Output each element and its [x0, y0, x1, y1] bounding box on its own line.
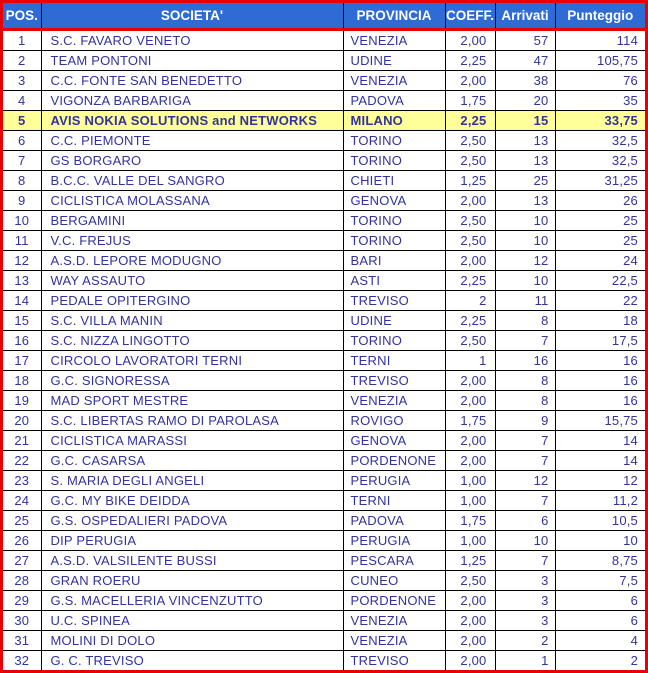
pos-cell: 3 [3, 70, 41, 90]
coeff-cell: 2,50 [445, 150, 495, 170]
table-row [3, 190, 645, 210]
coeff-cell: 2,25 [445, 310, 495, 330]
coeff-cell: 1,75 [445, 510, 495, 530]
punteggio-cell: 2 [555, 650, 645, 670]
arrivati-cell: 57 [495, 29, 555, 50]
pos-cell: 17 [3, 350, 41, 370]
punteggio-cell: 26 [555, 190, 645, 210]
club-ranking-table [3, 3, 645, 670]
provincia-cell: VENEZIA [343, 630, 445, 650]
coeff-cell: 2,00 [445, 390, 495, 410]
provincia-cell: GENOVA [343, 430, 445, 450]
punteggio-cell: 14 [555, 430, 645, 450]
arrivati-cell: 20 [495, 90, 555, 110]
table-row [3, 310, 645, 330]
pos-cell: 22 [3, 450, 41, 470]
coeff-cell: 2,50 [445, 210, 495, 230]
coeff-cell: 2,00 [445, 370, 495, 390]
pos-cell: 15 [3, 310, 41, 330]
table-row [3, 490, 645, 510]
pos-cell: 18 [3, 370, 41, 390]
arrivati-cell: 7 [495, 430, 555, 450]
pos-cell: 8 [3, 170, 41, 190]
arrivati-cell: 7 [495, 330, 555, 350]
pos-cell: 30 [3, 610, 41, 630]
arrivati-cell: 47 [495, 50, 555, 70]
table-row [3, 430, 645, 450]
provincia-cell: TORINO [343, 230, 445, 250]
table-row [3, 530, 645, 550]
coeff-cell: 2,00 [445, 450, 495, 470]
provincia-cell: TREVISO [343, 290, 445, 310]
header-row [3, 3, 645, 29]
pos-cell: 1 [3, 29, 41, 50]
table-row [3, 450, 645, 470]
arrivati-cell: 8 [495, 370, 555, 390]
arrivati-cell: 9 [495, 410, 555, 430]
punteggio-cell: 8,75 [555, 550, 645, 570]
table-row [3, 470, 645, 490]
table-row [3, 550, 645, 570]
punteggio-cell: 16 [555, 350, 645, 370]
punteggio-cell: 17,5 [555, 330, 645, 350]
provincia-cell: PESCARA [343, 550, 445, 570]
punteggio-cell: 15,75 [555, 410, 645, 430]
coeff-cell: 2,50 [445, 130, 495, 150]
provincia-cell: ASTI [343, 270, 445, 290]
societa-cell: C.C. PIEMONTE [41, 130, 343, 150]
coeff-cell: 2,50 [445, 570, 495, 590]
coeff-cell: 2,00 [445, 630, 495, 650]
pos-cell: 24 [3, 490, 41, 510]
header-provincia: PROVINCIA [343, 3, 445, 29]
coeff-cell: 1,75 [445, 90, 495, 110]
societa-cell: G.C. CASARSA [41, 450, 343, 470]
header-societa: SOCIETA' [41, 3, 343, 29]
table-body [3, 29, 645, 670]
table-row [3, 390, 645, 410]
societa-cell: TEAM PONTONI [41, 50, 343, 70]
arrivati-cell: 10 [495, 210, 555, 230]
societa-cell: V.C. FREJUS [41, 230, 343, 250]
arrivati-cell: 2 [495, 630, 555, 650]
arrivati-cell: 15 [495, 110, 555, 130]
table-row [3, 610, 645, 630]
coeff-cell: 2,00 [445, 610, 495, 630]
societa-cell: G.S. MACELLERIA VINCENZUTTO [41, 590, 343, 610]
punteggio-cell: 18 [555, 310, 645, 330]
provincia-cell: PADOVA [343, 90, 445, 110]
punteggio-cell: 12 [555, 470, 645, 490]
punteggio-cell: 35 [555, 90, 645, 110]
table-row [3, 29, 645, 50]
punteggio-cell: 25 [555, 210, 645, 230]
table-row [3, 630, 645, 650]
pos-cell: 11 [3, 230, 41, 250]
societa-cell: S.C. FAVARO VENETO [41, 29, 343, 50]
societa-cell: MAD SPORT MESTRE [41, 390, 343, 410]
arrivati-cell: 10 [495, 530, 555, 550]
punteggio-cell: 25 [555, 230, 645, 250]
societa-cell: G.C. SIGNORESSA [41, 370, 343, 390]
pos-cell: 5 [3, 110, 41, 130]
coeff-cell: 2 [445, 290, 495, 310]
punteggio-cell: 24 [555, 250, 645, 270]
table-row [3, 50, 645, 70]
table-row [3, 510, 645, 530]
punteggio-cell: 114 [555, 29, 645, 50]
table-row [3, 250, 645, 270]
table-row [3, 650, 645, 670]
pos-cell: 13 [3, 270, 41, 290]
provincia-cell: UDINE [343, 310, 445, 330]
pos-cell: 31 [3, 630, 41, 650]
coeff-cell: 2,00 [445, 650, 495, 670]
societa-cell: G. C. TREVISO [41, 650, 343, 670]
punteggio-cell: 32,5 [555, 150, 645, 170]
societa-cell: B.C.C. VALLE DEL SANGRO [41, 170, 343, 190]
punteggio-cell: 7,5 [555, 570, 645, 590]
header-punteggio: Punteggio [555, 3, 645, 29]
societa-cell: WAY ASSAUTO [41, 270, 343, 290]
arrivati-cell: 25 [495, 170, 555, 190]
table-row [3, 330, 645, 350]
societa-cell: S.C. NIZZA LINGOTTO [41, 330, 343, 350]
arrivati-cell: 7 [495, 450, 555, 470]
provincia-cell: TORINO [343, 150, 445, 170]
table-row [3, 90, 645, 110]
arrivati-cell: 16 [495, 350, 555, 370]
punteggio-cell: 16 [555, 390, 645, 410]
pos-cell: 25 [3, 510, 41, 530]
provincia-cell: TERNI [343, 350, 445, 370]
arrivati-cell: 3 [495, 570, 555, 590]
punteggio-cell: 76 [555, 70, 645, 90]
coeff-cell: 2,00 [445, 190, 495, 210]
arrivati-cell: 1 [495, 650, 555, 670]
coeff-cell: 2,25 [445, 50, 495, 70]
arrivati-cell: 10 [495, 270, 555, 290]
table-row [3, 150, 645, 170]
punteggio-cell: 31,25 [555, 170, 645, 190]
provincia-cell: CHIETI [343, 170, 445, 190]
provincia-cell: TORINO [343, 210, 445, 230]
header-arrivati: Arrivati [495, 3, 555, 29]
pos-cell: 9 [3, 190, 41, 210]
table-row [3, 110, 645, 130]
table-row [3, 170, 645, 190]
pos-cell: 6 [3, 130, 41, 150]
provincia-cell: TORINO [343, 330, 445, 350]
table-row [3, 290, 645, 310]
provincia-cell: TORINO [343, 130, 445, 150]
punteggio-cell: 22,5 [555, 270, 645, 290]
societa-cell: G.C. MY BIKE DEIDDA [41, 490, 343, 510]
provincia-cell: TREVISO [343, 650, 445, 670]
provincia-cell: VENEZIA [343, 390, 445, 410]
table-row [3, 590, 645, 610]
coeff-cell: 2,00 [445, 250, 495, 270]
coeff-cell: 1,25 [445, 550, 495, 570]
provincia-cell: VENEZIA [343, 70, 445, 90]
societa-cell: CICLISTICA MARASSI [41, 430, 343, 450]
punteggio-cell: 16 [555, 370, 645, 390]
punteggio-cell: 32,5 [555, 130, 645, 150]
pos-cell: 21 [3, 430, 41, 450]
arrivati-cell: 7 [495, 490, 555, 510]
pos-cell: 2 [3, 50, 41, 70]
provincia-cell: PORDENONE [343, 590, 445, 610]
pos-cell: 27 [3, 550, 41, 570]
pos-cell: 10 [3, 210, 41, 230]
table-row [3, 410, 645, 430]
arrivati-cell: 38 [495, 70, 555, 90]
pos-cell: 12 [3, 250, 41, 270]
table-row [3, 570, 645, 590]
punteggio-cell: 6 [555, 590, 645, 610]
provincia-cell: VENEZIA [343, 29, 445, 50]
pos-cell: 16 [3, 330, 41, 350]
provincia-cell: GENOVA [343, 190, 445, 210]
coeff-cell: 2,00 [445, 70, 495, 90]
coeff-cell: 2,50 [445, 230, 495, 250]
societa-cell: AVIS NOKIA SOLUTIONS and NETWORKS [41, 110, 343, 130]
pos-cell: 20 [3, 410, 41, 430]
societa-cell: CICLISTICA MOLASSANA [41, 190, 343, 210]
table-row [3, 70, 645, 90]
coeff-cell: 1,00 [445, 470, 495, 490]
societa-cell: S. MARIA DEGLI ANGELI [41, 470, 343, 490]
societa-cell: U.C. SPINEA [41, 610, 343, 630]
header-coeff: COEFF. [445, 3, 495, 29]
pos-cell: 14 [3, 290, 41, 310]
arrivati-cell: 6 [495, 510, 555, 530]
coeff-cell: 1,00 [445, 490, 495, 510]
societa-cell: GS BORGARO [41, 150, 343, 170]
arrivati-cell: 13 [495, 130, 555, 150]
provincia-cell: ROVIGO [343, 410, 445, 430]
punteggio-cell: 33,75 [555, 110, 645, 130]
table-row [3, 370, 645, 390]
arrivati-cell: 13 [495, 190, 555, 210]
provincia-cell: TERNI [343, 490, 445, 510]
provincia-cell: CUNEO [343, 570, 445, 590]
coeff-cell: 1,25 [445, 170, 495, 190]
coeff-cell: 1,00 [445, 530, 495, 550]
coeff-cell: 1 [445, 350, 495, 370]
pos-cell: 4 [3, 90, 41, 110]
arrivati-cell: 13 [495, 150, 555, 170]
table-header [3, 3, 645, 29]
societa-cell: GRAN ROERU [41, 570, 343, 590]
pos-cell: 23 [3, 470, 41, 490]
punteggio-cell: 22 [555, 290, 645, 310]
provincia-cell: TREVISO [343, 370, 445, 390]
societa-cell: BERGAMINI [41, 210, 343, 230]
societa-cell: A.S.D. LEPORE MODUGNO [41, 250, 343, 270]
societa-cell: DIP PERUGIA [41, 530, 343, 550]
provincia-cell: PERUGIA [343, 470, 445, 490]
pos-cell: 19 [3, 390, 41, 410]
coeff-cell: 2,00 [445, 29, 495, 50]
provincia-cell: BARI [343, 250, 445, 270]
table-row [3, 350, 645, 370]
punteggio-cell: 10 [555, 530, 645, 550]
arrivati-cell: 7 [495, 550, 555, 570]
coeff-cell: 2,25 [445, 270, 495, 290]
arrivati-cell: 3 [495, 610, 555, 630]
punteggio-cell: 14 [555, 450, 645, 470]
coeff-cell: 1,75 [445, 410, 495, 430]
societa-cell: A.S.D. VALSILENTE BUSSI [41, 550, 343, 570]
societa-cell: MOLINI DI DOLO [41, 630, 343, 650]
table-row [3, 210, 645, 230]
societa-cell: S.C. VILLA MANIN [41, 310, 343, 330]
pos-cell: 32 [3, 650, 41, 670]
arrivati-cell: 8 [495, 310, 555, 330]
arrivati-cell: 11 [495, 290, 555, 310]
societa-cell: CIRCOLO LAVORATORI TERNI [41, 350, 343, 370]
pos-cell: 28 [3, 570, 41, 590]
pos-cell: 26 [3, 530, 41, 550]
header-pos: POS. [3, 3, 41, 29]
arrivati-cell: 10 [495, 230, 555, 250]
punteggio-cell: 6 [555, 610, 645, 630]
coeff-cell: 2,00 [445, 430, 495, 450]
table-row [3, 130, 645, 150]
coeff-cell: 2,50 [445, 330, 495, 350]
arrivati-cell: 3 [495, 590, 555, 610]
provincia-cell: VENEZIA [343, 610, 445, 630]
arrivati-cell: 8 [495, 390, 555, 410]
coeff-cell: 2,25 [445, 110, 495, 130]
arrivati-cell: 12 [495, 470, 555, 490]
coeff-cell: 2,00 [445, 590, 495, 610]
provincia-cell: MILANO [343, 110, 445, 130]
punteggio-cell: 11,2 [555, 490, 645, 510]
societa-cell: PEDALE OPITERGINO [41, 290, 343, 310]
societa-cell: G.S. OSPEDALIERI PADOVA [41, 510, 343, 530]
pos-cell: 29 [3, 590, 41, 610]
societa-cell: C.C. FONTE SAN BENEDETTO [41, 70, 343, 90]
provincia-cell: PADOVA [343, 510, 445, 530]
provincia-cell: UDINE [343, 50, 445, 70]
societa-cell: VIGONZA BARBARIGA [41, 90, 343, 110]
arrivati-cell: 12 [495, 250, 555, 270]
punteggio-cell: 4 [555, 630, 645, 650]
table-row [3, 270, 645, 290]
provincia-cell: PORDENONE [343, 450, 445, 470]
table-row [3, 230, 645, 250]
punteggio-cell: 10,5 [555, 510, 645, 530]
pos-cell: 7 [3, 150, 41, 170]
provincia-cell: PERUGIA [343, 530, 445, 550]
punteggio-cell: 105,75 [555, 50, 645, 70]
societa-cell: S.C. LIBERTAS RAMO DI PAROLASA [41, 410, 343, 430]
